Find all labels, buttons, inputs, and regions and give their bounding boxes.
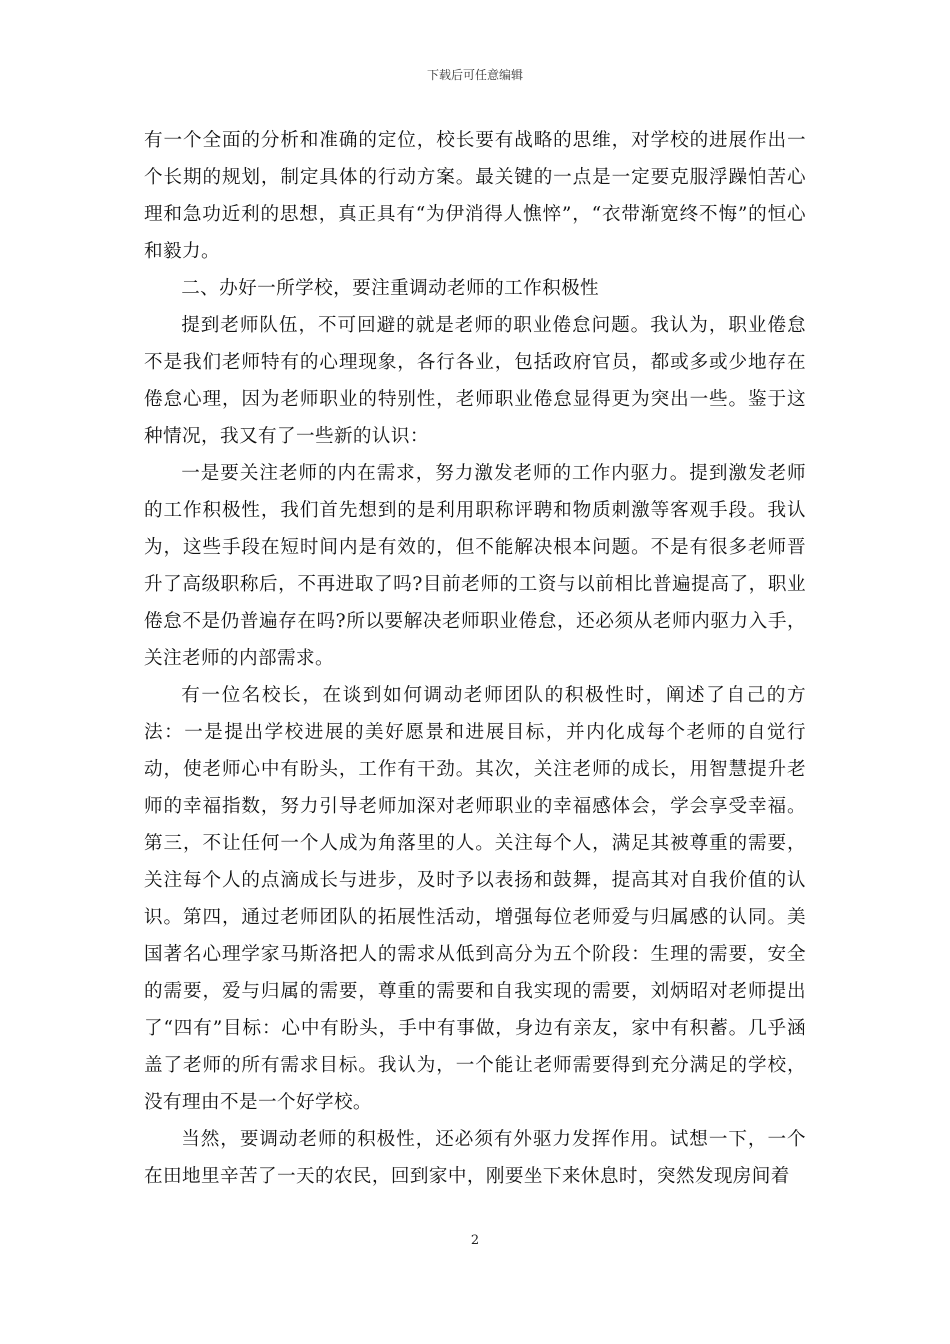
paragraph: 有一位名校长，在谈到如何调动老师团队的积极性时，阐述了自己的方法：一是提出学校进展的美好愿景和进展目标，并内化成每个老师的自觉行动，使老师心中有盼头，工作有干劲。其次，关注老师的成长，用智慧提升老师的幸福指数，努力引导老师加深对老师职业的幸福感体会，学会享受幸福。第三，不让任何一个人成为角落里的人。关注每个人，满足其被尊重的需要，关注每个人的点滴成长与进步，及时予以表扬和鼓舞，提高其对自我价值的认识。第四，通过老师团队的拓展性活动，增强每位老师爱与归属感的认同。美国著名心理学家马斯洛把人的需求从低到高分为五个阶段：生理的需要，安全的需要，爱与归属的需要，尊重的需要和自我实现的需要，刘炳昭对老师提出了“四有”目标：心中有盼头，手中有事做，身边有亲友，家中有积蓄。几乎涵盖了老师的所有需求目标。我认为，一个能让老师需要得到充分满足的学校，没有理由不是一个好学校。 bbox=[144, 685, 806, 1113]
document-body bbox=[144, 122, 806, 1195]
paragraph: 提到老师队伍，不可回避的就是老师的职业倦怠问题。我认为，职业倦怠不是我们老师特有的心理现象，各行各业，包括政府官员，都或多或少地存在倦怠心理，因为老师职业的特别性，老师职业倦怠显得更为突出一些。鉴于这种情况，我又有了一些新的认识： bbox=[144, 315, 806, 447]
page-number: 2 bbox=[470, 1233, 480, 1248]
page-header: 下载后可任意编辑 bbox=[426, 68, 523, 82]
section-heading: 二、办好一所学校，要注重调动老师的工作积极性 bbox=[181, 278, 600, 299]
paragraph: 当然，要调动老师的积极性，还必须有外驱力发挥作用。试想一下，一个在田地里辛苦了一天的农民，回到家中，刚要坐下来休息时，突然发现房间着 bbox=[144, 1129, 806, 1187]
paragraph-continuation: 有一个全面的分析和准确的定位，校长要有战略的思维，对学校的进展作出一个长期的规划，制定具体的行动方案。最关键的一点是一定要克服浮躁怕苦心理和急功近利的思想，真正具有“为伊消得人憔悴”，“衣带渐宽终不悔”的恒心和毅力。 bbox=[144, 130, 806, 262]
paragraph: 一是要关注老师的内在需求，努力激发老师的工作内驱力。提到激发老师的工作积极性，我们首先想到的是利用职称评聘和物质刺激等客观手段。我认为，这些手段在短时间内是有效的，但不能解决根本问题。不是有很多老师晋升了高级职称后，不再进取了吗?目前老师的工资与以前相比普遍提高了，职业倦怠不是仍普遍存在吗?所以要解决老师职业倦怠，还必须从老师内驱力入手，关注老师的内部需求。 bbox=[144, 463, 806, 669]
